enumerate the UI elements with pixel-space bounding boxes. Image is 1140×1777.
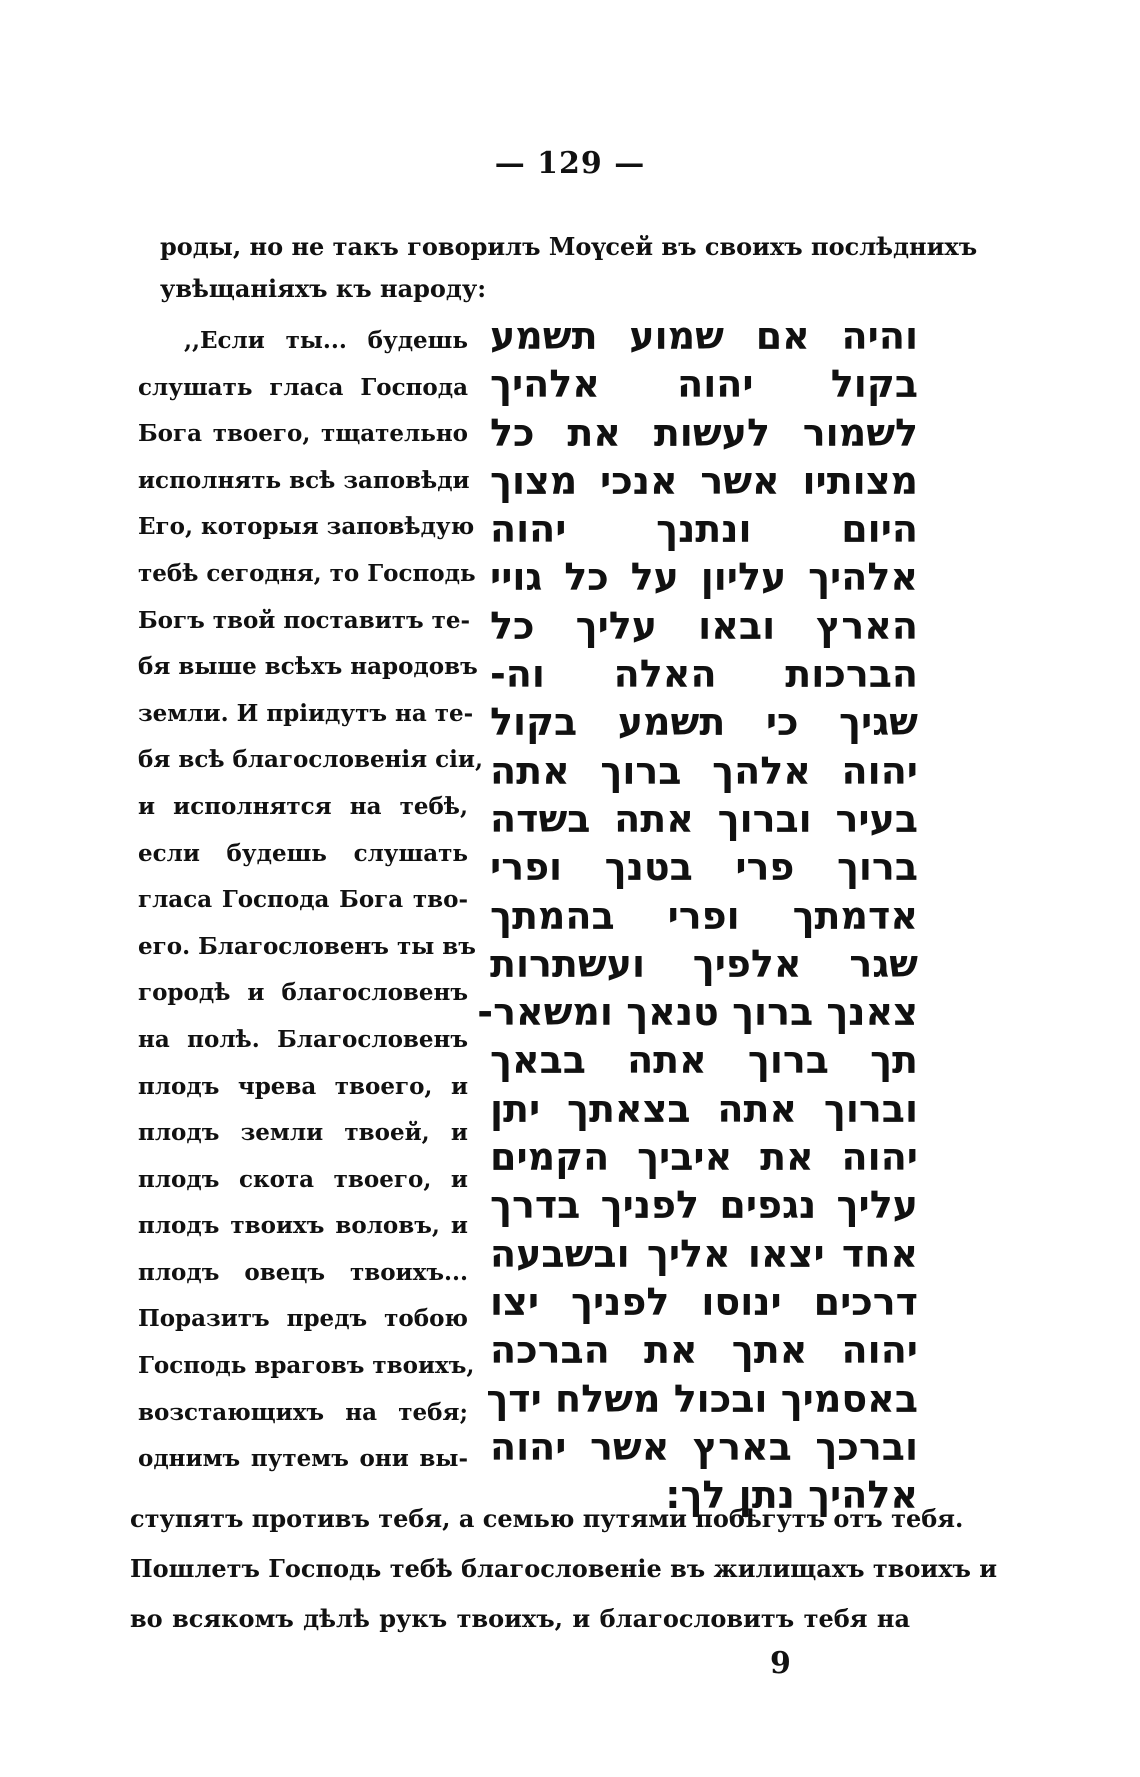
hebrew-line: בקול יהוה אלהיך — [490, 362, 918, 407]
closing-line: во всякомъ дѣлѣ рукъ твоихъ, и благословитъ тебя на — [130, 1604, 910, 1633]
russian-line: исполнять всѣ заповѣди — [138, 466, 470, 494]
intro-paragraph — [160, 226, 978, 310]
russian-line: его. Благословенъ ты въ — [138, 932, 476, 960]
russian-line: ,,Если ты... будешь — [184, 327, 468, 354]
hebrew-line: שגר אלפיך ועשתרות — [490, 941, 918, 986]
hebrew-line: עליך נגפים לפניך בדרך — [490, 1183, 918, 1228]
russian-line: и исполнятся на тебѣ, — [138, 792, 468, 820]
russian-line: земли. И пріидутъ на те- — [138, 699, 474, 727]
hebrew-line: לשמור לעשות את כל — [490, 410, 918, 455]
russian-line: городѣ и благословенъ — [138, 979, 468, 1007]
russian-line: Богъ твой поставитъ те- — [138, 606, 471, 634]
sheet-signature-mark: 9 — [770, 1646, 791, 1681]
hebrew-text-column — [477, 312, 918, 1519]
russian-line: бя выше всѣхъ народовъ — [138, 653, 478, 681]
russian-line: плодъ чрева твоего, и — [138, 1072, 468, 1100]
hebrew-line: וברכך בארץ אשר יהוה — [490, 1424, 918, 1469]
intro-line: увѣщаніяхъ къ народу: — [160, 274, 487, 303]
russian-line: бя всѣ благословенія сіи, — [138, 746, 483, 774]
page-number: — 129 — — [494, 146, 646, 181]
russian-line: Господь враговъ твоихъ, — [138, 1352, 475, 1380]
hebrew-line: בעיר וברוך אתה בשדה — [490, 796, 918, 841]
russian-line: на полѣ. Благословенъ — [138, 1025, 468, 1053]
russian-line: однимъ путемъ они вы- — [138, 1445, 468, 1473]
hebrew-line: צאנך ברוך טנאך ומשאר- — [477, 990, 918, 1035]
hebrew-line: אלהיך עליון על כל גויי — [490, 555, 918, 600]
hebrew-line: אדמתך ופרי בהמתך — [490, 893, 918, 938]
russian-line: Его, которыя заповѣдую — [138, 513, 475, 541]
russian-translation-column — [138, 318, 483, 1483]
russian-line: плодъ твоихъ воловъ, и — [138, 1212, 468, 1240]
closing-line: Пошлетъ Господь тебѣ благословеніе въ жилищахъ твоихъ и — [130, 1554, 998, 1583]
hebrew-line: ברוך פרי בטנך ופרי — [490, 845, 918, 890]
russian-line: плодъ земли твоей, и — [138, 1119, 468, 1147]
hebrew-line: יהוה אתך את הברכה — [490, 1328, 918, 1373]
hebrew-line: אלהיך נתן לך: — [665, 1473, 918, 1518]
hebrew-line: אחד יצאו אליך ובשבעה — [490, 1231, 918, 1276]
russian-line: возстающихъ на тебя; — [138, 1398, 468, 1426]
russian-line: плодъ скота твоего, и — [138, 1165, 468, 1193]
hebrew-line: באסמיך ובכול משלח ידך — [486, 1376, 918, 1421]
hebrew-line: וברוך אתה בצאתך יתן — [490, 1086, 918, 1131]
russian-line: тебѣ сегодня, то Господь — [138, 559, 476, 587]
hebrew-line: דרכים ינוסו לפניך יצו — [490, 1279, 918, 1324]
closing-paragraph — [130, 1494, 998, 1644]
hebrew-line: הארץ ובאו עליך כל — [490, 603, 918, 648]
hebrew-line: מצותיו אשר אנכי מצוך — [490, 458, 918, 503]
hebrew-line: יהוה אלהך ברוך אתה — [490, 748, 918, 793]
russian-line: если будешь слушать — [138, 839, 468, 867]
hebrew-line: היום ונתנך יהוה — [490, 507, 918, 552]
hebrew-line: יהוה את איביך הקמים — [490, 1135, 918, 1180]
intro-line: роды, но не такъ говорилъ Моүсей въ своихъ послѣднихъ — [160, 232, 978, 261]
russian-line: плодъ овецъ твоихъ... — [138, 1258, 468, 1286]
russian-line: слушать гласа Господа — [138, 373, 468, 401]
hebrew-line: והיה אם שמוע תשמע — [490, 314, 918, 358]
hebrew-line: הברכות האלה וה- — [490, 652, 918, 697]
russian-line: гласа Господа Бога тво- — [138, 886, 468, 914]
russian-line: Бога твоего, тщательно — [138, 420, 468, 448]
russian-line: Поразитъ предъ тобою — [138, 1305, 468, 1333]
closing-line: ступятъ противъ тебя, а семью путями побѣгутъ отъ тебя. — [130, 1504, 964, 1533]
hebrew-line: תך ברוך אתה בבאך — [490, 1038, 918, 1083]
hebrew-line: שגיך כי תשמע בקול — [490, 700, 918, 745]
